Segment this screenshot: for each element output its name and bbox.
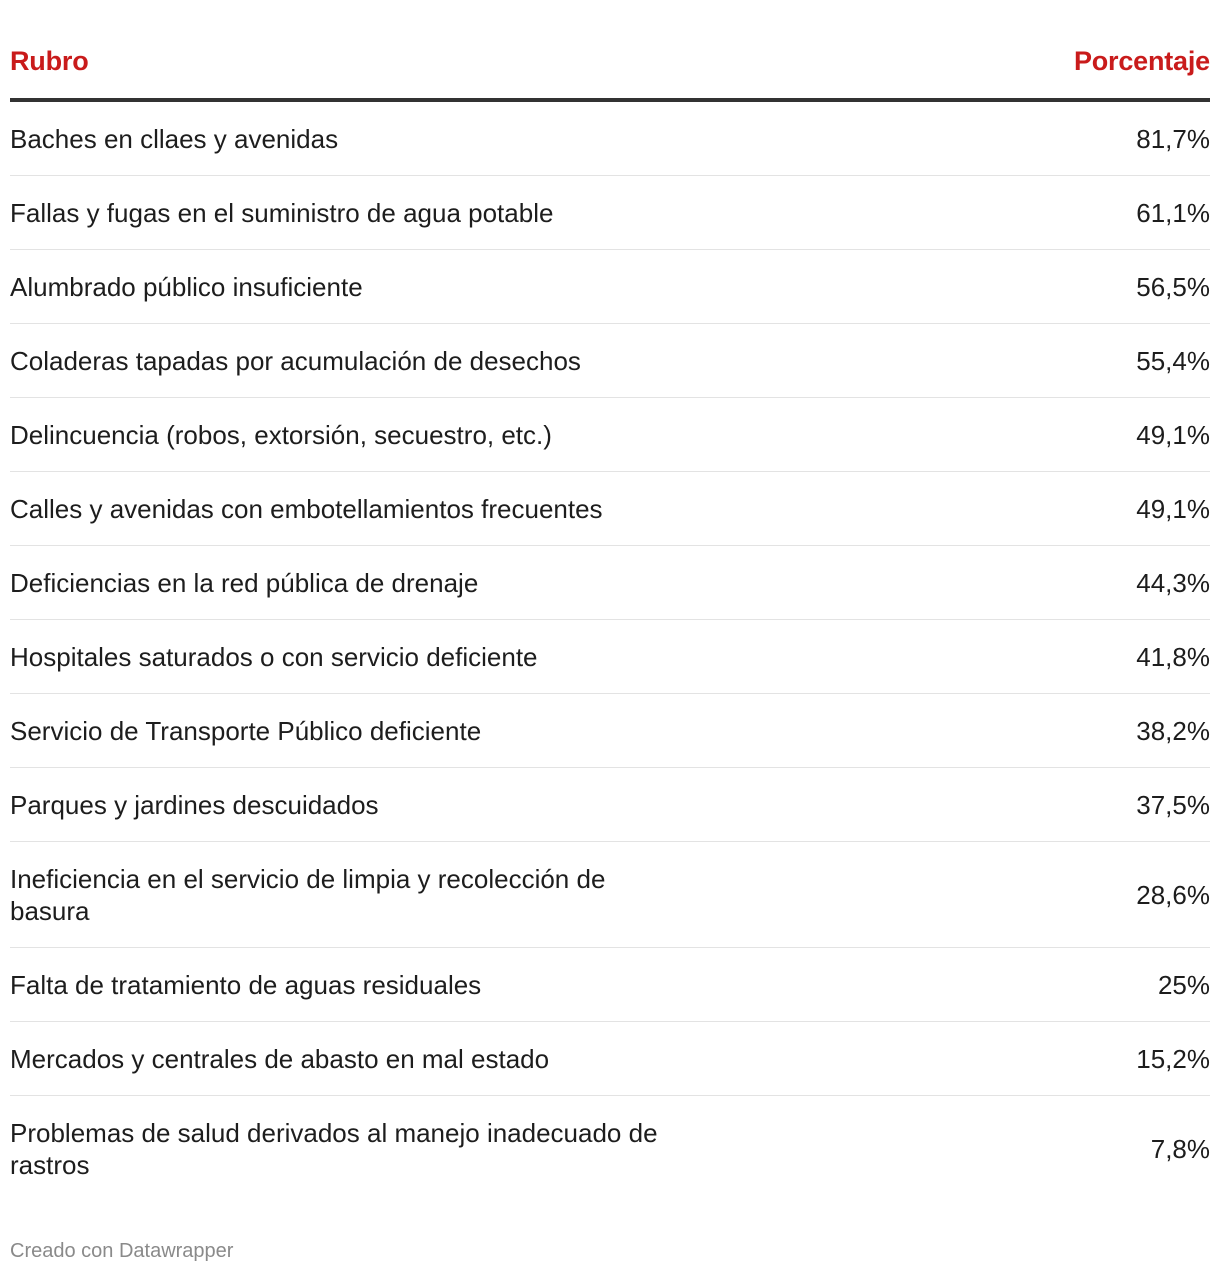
table-row [10, 842, 1210, 948]
table-row [10, 250, 1210, 324]
row-value: 38,2% [1136, 715, 1210, 746]
table-row [10, 546, 1210, 620]
row-value: 81,7% [1136, 123, 1210, 154]
table-row [10, 102, 1210, 176]
row-label: Falta de tratamiento de aguas residuales [10, 969, 482, 1000]
footer-credit[interactable]: Creado con Datawrapper [10, 1240, 234, 1262]
table-row [10, 948, 1210, 1022]
row-label: Parques y jardines descuidados [10, 789, 379, 820]
table-row [10, 472, 1210, 546]
row-label: Fallas y fugas en el suministro de agua potable [10, 197, 554, 228]
row-value: 44,3% [1136, 567, 1210, 598]
row-value: 55,4% [1136, 345, 1210, 376]
row-label: Mercados y centrales de abasto en mal estado [10, 1043, 550, 1074]
row-label: Problemas de salud derivados al manejo inadecuado de rastros [10, 1118, 658, 1180]
row-value: 49,1% [1136, 419, 1210, 450]
table-body [10, 102, 1210, 1202]
row-label: Alumbrado público insuficiente [10, 271, 363, 302]
row-label: Deficiencias en la red pública de drenaje [10, 567, 479, 598]
table-row [10, 176, 1210, 250]
table-row [10, 768, 1210, 842]
row-value: 56,5% [1136, 271, 1210, 302]
row-label: Calles y avenidas con embotellamientos frecuentes [10, 493, 603, 524]
row-value: 25% [1157, 969, 1210, 1000]
table-row [10, 324, 1210, 398]
data-table [10, 0, 1210, 1202]
row-label: Hospitales saturados o con servicio deficiente [10, 641, 538, 672]
row-value: 61,1% [1136, 197, 1210, 228]
column-header-porcentaje[interactable]: Porcentaje [1073, 46, 1210, 76]
table-row [10, 398, 1210, 472]
table-row [10, 620, 1210, 694]
table-header [10, 0, 1210, 102]
row-label: Delincuencia (robos, extorsión, secuestro, etc.) [10, 419, 552, 450]
row-value: 15,2% [1136, 1043, 1210, 1074]
table-row [10, 1022, 1210, 1096]
row-value: 7,8% [1150, 1134, 1210, 1164]
row-label: Servicio de Transporte Público deficiente [10, 715, 482, 746]
table-row [10, 1096, 1210, 1202]
row-label: Coladeras tapadas por acumulación de desechos [10, 345, 581, 376]
row-value: 37,5% [1136, 789, 1210, 820]
row-label: Baches en cllaes y avenidas [10, 123, 339, 154]
column-header-rubro[interactable]: Rubro [10, 46, 89, 76]
table-row [10, 694, 1210, 768]
row-label: Ineficiencia en el servicio de limpia y recolección de basura [10, 863, 606, 926]
row-value: 49,1% [1136, 493, 1210, 524]
row-value: 41,8% [1136, 641, 1210, 672]
row-value: 28,6% [1136, 879, 1210, 910]
